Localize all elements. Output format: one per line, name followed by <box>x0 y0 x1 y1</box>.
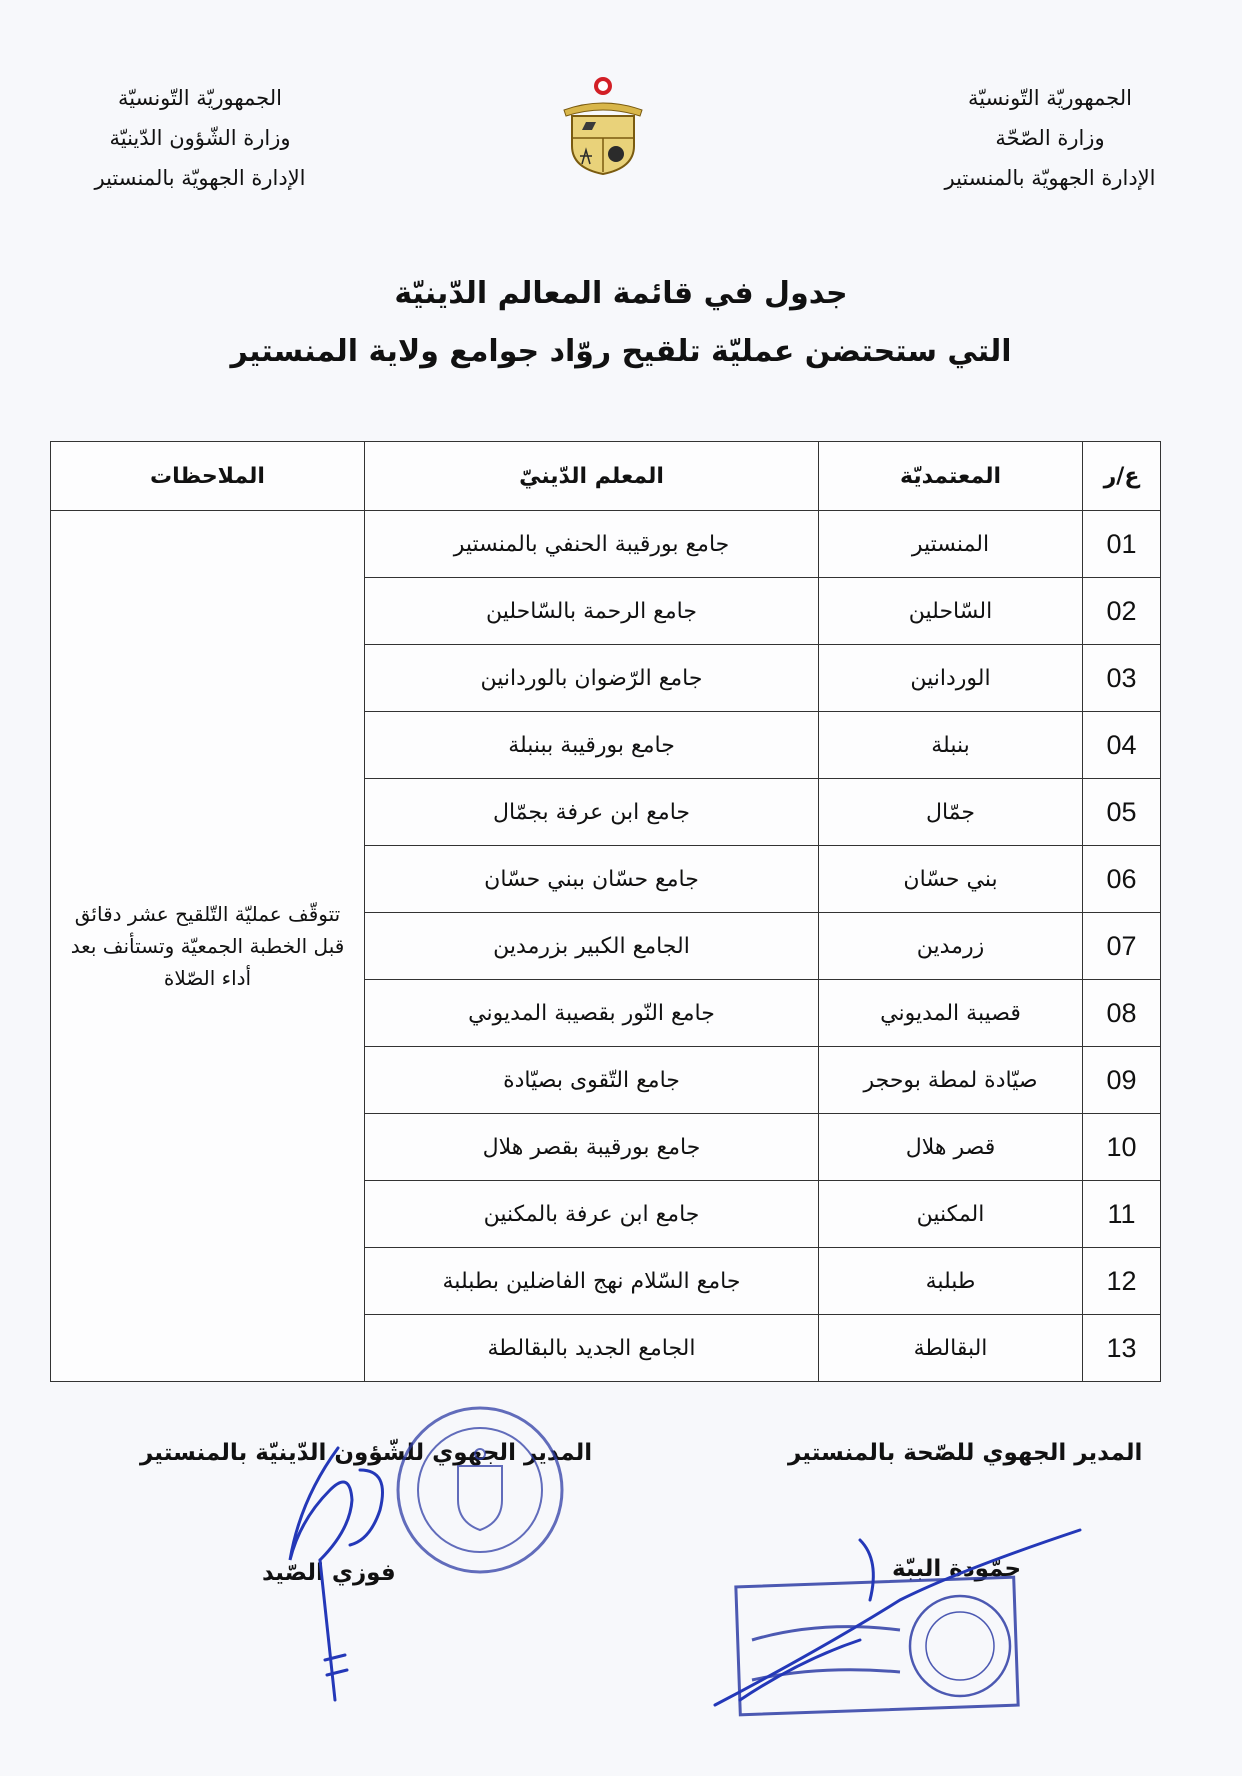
row-number: 13 <box>1083 1315 1161 1382</box>
row-delegation: البقالطة <box>819 1315 1083 1382</box>
column-header-monument: المعلم الدّينيّ <box>365 442 819 511</box>
row-monument: الجامع الكبير بزرمدين <box>365 913 819 980</box>
header-left-line-3: الإدارة الجهويّة بالمنستير <box>94 166 306 190</box>
row-number: 08 <box>1083 980 1161 1047</box>
row-monument: جامع الرّضوان بالوردانين <box>365 645 819 712</box>
row-monument: جامع بورقيبة بقصر هلال <box>365 1114 819 1181</box>
row-number: 03 <box>1083 645 1161 712</box>
row-delegation: زرمدين <box>819 913 1083 980</box>
header-right <box>890 78 1210 198</box>
row-monument: جامع ابن عرفة بجمّال <box>365 779 819 846</box>
table-header-row <box>51 442 1161 511</box>
row-delegation: صيّادة لمطة بوحجر <box>819 1047 1083 1114</box>
row-monument: جامع النّور بقصيبة المديوني <box>365 980 819 1047</box>
signature-right-title: المدير الجهوي للصّحة بالمنستير <box>788 1440 1143 1466</box>
row-monument: جامع السّلام نهج الفاضلين بطبلبة <box>365 1248 819 1315</box>
row-monument: جامع بورقيبة ببنبلة <box>365 712 819 779</box>
row-delegation: قصر هلال <box>819 1114 1083 1181</box>
row-delegation: السّاحلين <box>819 578 1083 645</box>
row-monument: جامع حسّان ببني حسّان <box>365 846 819 913</box>
row-monument: جامع ابن عرفة بالمكنين <box>365 1181 819 1248</box>
round-stamp-icon <box>398 1408 562 1572</box>
header-left <box>40 78 360 198</box>
column-header-delegation: المعتمديّة <box>819 442 1083 511</box>
row-number: 05 <box>1083 779 1161 846</box>
monuments-table <box>50 441 1161 1382</box>
header-left-line-2: وزارة الشّؤون الدّينيّة <box>109 126 291 150</box>
header-right-line-2: وزارة الصّحّة <box>995 126 1105 150</box>
rectangular-stamp-icon <box>736 1577 1018 1715</box>
row-number: 07 <box>1083 913 1161 980</box>
row-number: 06 <box>1083 846 1161 913</box>
row-delegation: طبلبة <box>819 1248 1083 1315</box>
header-left-line-1: الجمهوريّة التّونسيّة <box>118 86 282 110</box>
row-monument: جامع التّقوى بصيّادة <box>365 1047 819 1114</box>
row-delegation: المنستير <box>819 511 1083 578</box>
signature-left-title: المدير الجهوي للشّؤون الدّينيّة بالمنستير <box>140 1440 593 1466</box>
document-title-line-1: جدول في قائمة المعالم الدّينيّة <box>394 276 848 311</box>
row-delegation: بنبلة <box>819 712 1083 779</box>
row-delegation: جمّال <box>819 779 1083 846</box>
row-delegation: قصيبة المديوني <box>819 980 1083 1047</box>
header-right-line-3: الإدارة الجهويّة بالمنستير <box>944 166 1156 190</box>
row-number: 02 <box>1083 578 1161 645</box>
header-right-line-1: الجمهوريّة التّونسيّة <box>968 86 1132 110</box>
row-number: 09 <box>1083 1047 1161 1114</box>
column-header-num: ع/ر <box>1083 442 1161 511</box>
tunisia-coat-of-arms-icon <box>546 76 660 176</box>
signature-right-name: حمّودة الببّة <box>892 1556 1022 1582</box>
row-delegation: بني حسّان <box>819 846 1083 913</box>
notes-cell: تتوقّف عمليّة التّلقيح عشر دقائق قبل الخطبة الجمعيّة وتستأنف بعد أداء الصّلاة <box>51 511 365 1382</box>
row-delegation: المكنين <box>819 1181 1083 1248</box>
row-number: 01 <box>1083 511 1161 578</box>
row-number: 12 <box>1083 1248 1161 1315</box>
document-title-line-2: التي ستحتضن عمليّة تلقيح روّاد جوامع ولاية المنستير <box>230 334 1012 369</box>
row-monument: الجامع الجديد بالبقالطة <box>365 1315 819 1382</box>
row-number: 11 <box>1083 1181 1161 1248</box>
row-number: 04 <box>1083 712 1161 779</box>
row-number: 10 <box>1083 1114 1161 1181</box>
row-delegation: الوردانين <box>819 645 1083 712</box>
row-monument: جامع الرحمة بالسّاحلين <box>365 578 819 645</box>
row-monument: جامع بورقيبة الحنفي بالمنستير <box>365 511 819 578</box>
table-row <box>51 511 1161 578</box>
signature-left-name: فوزي الصّيد <box>262 1560 396 1586</box>
column-header-notes: الملاحظات <box>51 442 365 511</box>
